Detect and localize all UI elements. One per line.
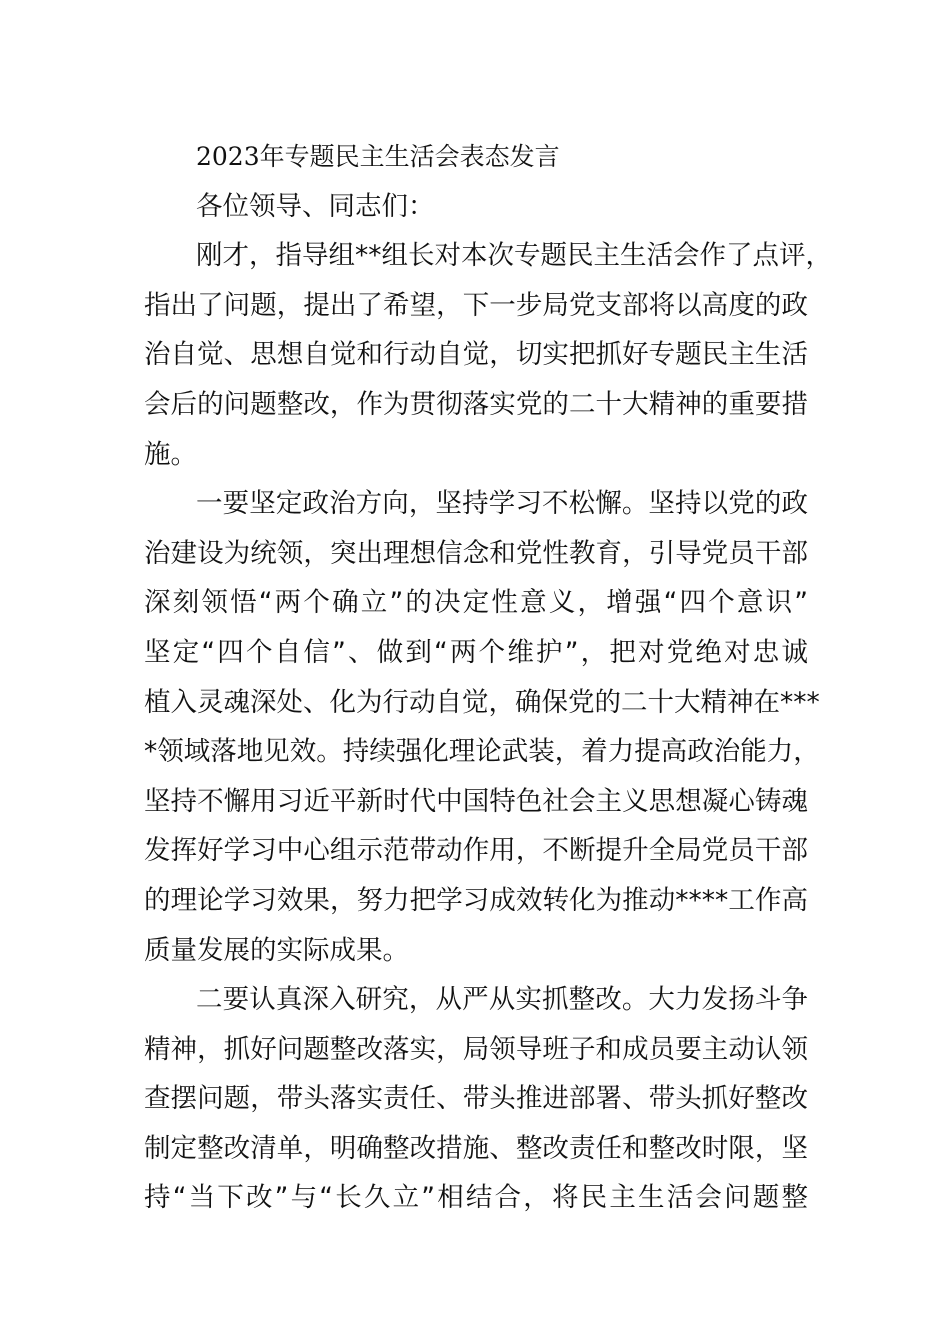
paragraph-line: 会后的问题整改，作为贯彻落实党的二十大精神的重要措 — [144, 388, 808, 420]
paragraph-2 — [144, 479, 820, 975]
paragraph-line: 施。 — [144, 438, 197, 470]
paragraph-line: 质量发展的实际成果。 — [144, 934, 409, 966]
paragraph-1 — [144, 231, 832, 479]
paragraph-line: 深刻领悟“两个确立”的决定性意义，增强“四个意识” — [144, 587, 808, 619]
paragraph-3 — [144, 975, 808, 1223]
paragraph-line: 植入灵魂深处、化为行动自觉，确保党的二十大精神在*** — [144, 686, 820, 718]
paragraph-line: 发挥好学习中心组示范带动作用，不断提升全局党员干部 — [144, 835, 808, 867]
paragraph-line: 查摆问题，带头落实责任、带头推进部署、带头抓好整改 — [144, 1083, 808, 1115]
paragraph-line: 的理论学习效果，努力把学习成效转化为推动****工作高 — [144, 884, 808, 916]
paragraph-line: 制定整改清单，明确整改措施、整改责任和整改时限，坚 — [144, 1132, 808, 1164]
paragraph-line: 刚才，指导组**组长对本次专题民主生活会作了点评， — [196, 240, 832, 272]
paragraph-line: 坚定“四个自信”、做到“两个维护”，把对党绝对忠诚 — [144, 636, 808, 668]
document-title: 2023年专题民主生活会表态发言 — [196, 142, 560, 171]
paragraph-line: 一要坚定政治方向，坚持学习不松懈。坚持以党的政 — [196, 488, 808, 520]
document-body — [144, 132, 832, 1223]
paragraph-line: *领域落地见效。持续强化理论武装，着力提高政治能力， — [144, 736, 820, 768]
paragraph-line: 指出了问题，提出了希望，下一步局党支部将以高度的政 — [144, 289, 808, 321]
paragraph-line: 持“当下改”与“长久立”相结合，将民主生活会问题整 — [144, 1182, 808, 1214]
paragraph-line: 治自觉、思想自觉和行动自觉，切实把抓好专题民主生活 — [144, 339, 808, 371]
paragraph-line: 精神，抓好问题整改落实，局领导班子和成员要主动认领 — [144, 1033, 808, 1065]
paragraph-line: 二要认真深入研究，从严从实抓整改。大力发扬斗争 — [196, 984, 808, 1016]
paragraph-line: 治建设为统领，突出理想信念和党性教育，引导党员干部 — [144, 537, 808, 569]
paragraph-line: 坚持不懈用习近平新时代中国特色社会主义思想凝心铸魂 — [144, 785, 808, 817]
salutation: 各位领导、同志们： — [196, 190, 435, 222]
